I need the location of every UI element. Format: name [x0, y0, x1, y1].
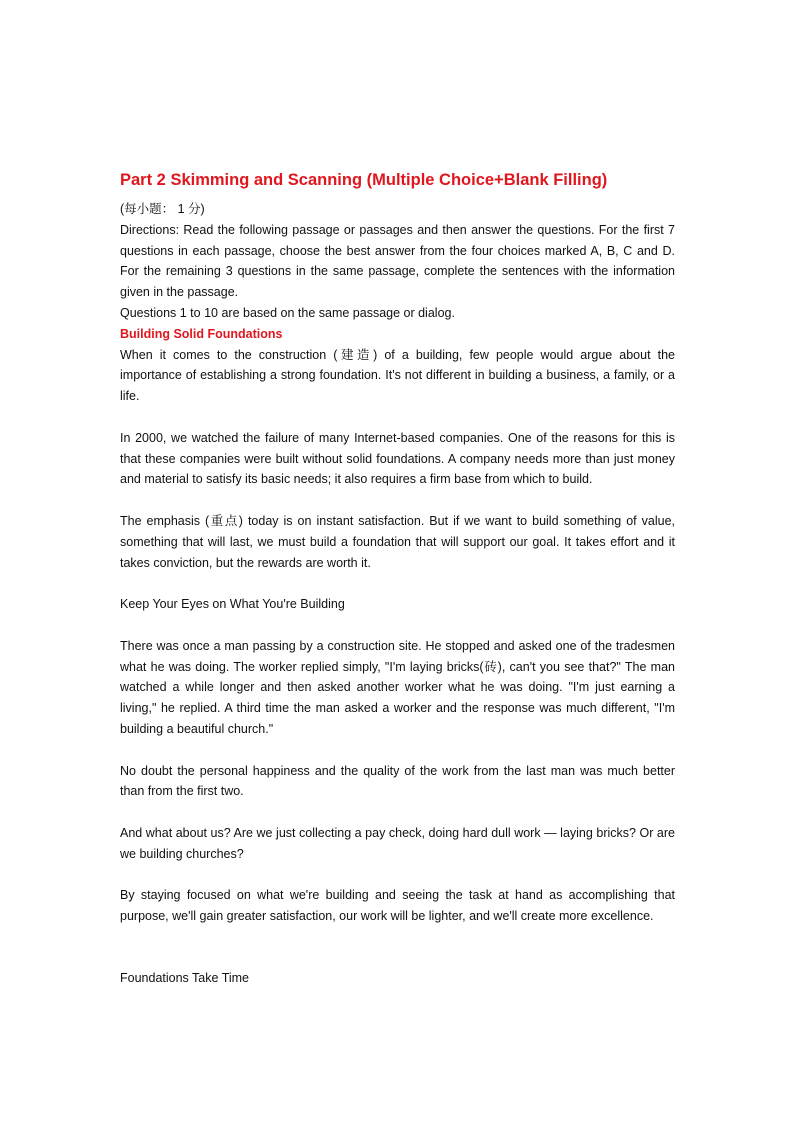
paragraph: By staying focused on what we're building and seeing the task at hand as accomplishing that purpose, we'll gain greater satisfaction, our work will be lighter, and we'll create more excellence.: [120, 888, 675, 924]
paragraph: In 2000, we watched the failure of many Internet-based companies. One of the reasons for this is that these companies were built without solid foundations. A company needs more than just money and material to satisfy its basic needs; it also requires a firm base from which to build.: [120, 430, 675, 487]
paragraph: No doubt the personal happiness and the quality of the work from the last man was much better than from the first two.: [120, 763, 675, 799]
paragraph: And what about us? Are we just collecting a pay check, doing hard dull work — laying bricks? Or are we building churches?: [120, 825, 675, 861]
section-heading: Foundations Take Time: [120, 971, 250, 986]
paragraph: There was once a man passing by a construction site. He stopped and asked one of the tradesmen what he was doing. The worker replied simply, "I'm laying bricks(砖), can't you see that?" The man watched a while longer and then asked another worker what he was doing. "I'm just earning a living," he replied. A third time the man asked a worker and the response was much different, "I'm building a beautiful church.": [120, 638, 675, 736]
passage-title: Building Solid Foundations: [120, 326, 283, 341]
directions: [120, 220, 675, 303]
paragraph: The emphasis (重点) today is on instant satisfaction. But if we want to build something of value, something that will last, we must build a foundation that will support our goal. It takes effort and it takes conviction, but the rewards are worth it.: [120, 513, 675, 570]
basis-note: Questions 1 to 10 are based on the same passage or dialog.: [120, 305, 455, 320]
paragraph: When it comes to the construction (建造) of a building, few people would argue about the importance of establishing a strong foundation. It's not different in building a business, a family, or a life.: [120, 347, 675, 404]
document-page: [120, 167, 675, 989]
directions-label: Directions:: [120, 222, 180, 237]
section-heading: Keep Your Eyes on What You're Building: [120, 597, 345, 612]
directions-text: Read the following passage or passages and then answer the questions. For the first 7 questions in each passage, choose the best answer from the four choices marked A, B, C and D. For the remaining 3 questions in the same passage, complete the sentences with the information given in the passage.: [120, 222, 675, 300]
score-note: (每小题： 1 分): [120, 202, 205, 216]
part-title: Part 2 Skimming and Scanning (Multiple Choice+Blank Filling): [120, 171, 608, 189]
